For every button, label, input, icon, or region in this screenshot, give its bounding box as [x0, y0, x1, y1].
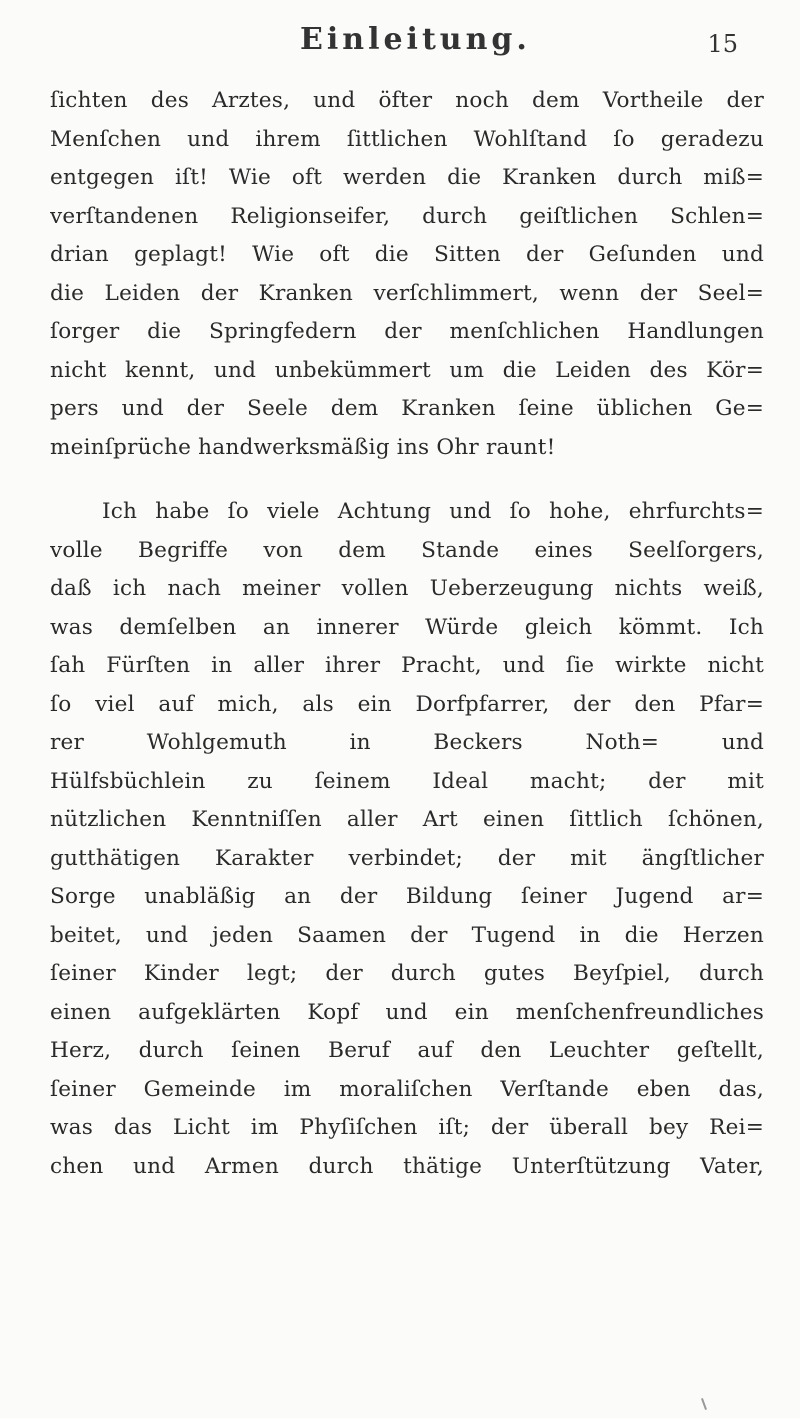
- text-line: volle Begriffe von dem Stande eines Seelſorgers,: [50, 537, 764, 563]
- text-line: ſichten des Arztes, und öfter noch dem Vortheile der: [50, 88, 764, 113]
- text-line: nützlichen Kenntniſſen aller Art einen ſittlich ſchönen,: [50, 807, 764, 832]
- text-line: ſah Fürſten in aller ihrer Pracht, und ſie wirkte nicht: [50, 653, 764, 678]
- text-line: Ich habe ſo viele Achtung und ſo hohe, ehrfurchts=: [102, 499, 764, 524]
- text-line: rer Wohlgemuth in Beckers Noth= und: [50, 730, 764, 755]
- text-line: einen aufgeklärten Kopf und ein menſchenfreundliches: [50, 999, 764, 1025]
- text-line: entgegen iſt! Wie oft werden die Kranken durch miß=: [50, 165, 764, 190]
- text-line: chen und Armen durch thätige Unterſtützung Vater,: [50, 1153, 764, 1179]
- paragraph-1: [50, 82, 764, 467]
- paragraph-2: [50, 493, 764, 1186]
- text-line: was das Licht im Phyſiſchen iſt; der überall bey Rei=: [50, 1115, 764, 1140]
- text-line: Sorge unabläßig an der Bildung ſeiner Jugend ar=: [50, 884, 764, 909]
- text-line: die Leiden der Kranken verſchlimmert, wenn der Seel=: [50, 280, 764, 306]
- text-line: pers und der Seele dem Kranken ſeine üblichen Ge=: [50, 396, 764, 421]
- text-line: ſo viel auf mich, als ein Dorfpfarrer, der den Pfar=: [50, 691, 764, 717]
- text-line: ſeiner Kinder legt; der durch gutes Beyſpiel, durch: [50, 961, 764, 986]
- body-text: [50, 82, 764, 1186]
- text-line: Hülfsbüchlein zu ſeinem Ideal macht; der mit: [50, 768, 764, 794]
- text-line: gutthätigen Karakter verbindet; der mit ängſtlicher: [50, 845, 764, 871]
- text-line: drian geplagt! Wie oft die Sitten der Geſunden und: [50, 242, 764, 267]
- text-line: Menſchen und ihrem ſittlichen Wohlſtand ſo geradezu: [50, 126, 764, 152]
- text-line: ſorger die Springfedern der menſchlichen Handlungen: [50, 319, 764, 344]
- text-line: daß ich nach meiner vollen Ueberzeugung nichts weiß,: [50, 576, 764, 601]
- running-head: [0, 16, 800, 64]
- text-line: was demſelben an innerer Würde gleich kömmt. Ich: [50, 614, 764, 640]
- page-number: 15: [707, 30, 738, 58]
- text-line: beitet, und jeden Saamen der Tugend in die Herzen: [50, 922, 764, 948]
- text-line: nicht kennt, und unbekümmert um die Leiden des Kör=: [50, 357, 764, 383]
- text-line: verſtandenen Religionseifer, durch geiſtlichen Schlen=: [50, 203, 764, 229]
- paragraph-gap: [50, 467, 764, 493]
- chapter-title: Einleitung.: [300, 22, 531, 57]
- scan-mark: [701, 1398, 707, 1410]
- text-line: ſeiner Gemeinde im moraliſchen Verſtande eben das,: [50, 1076, 764, 1102]
- text-line: Herz, durch ſeinen Beruf auf den Leuchter geſtellt,: [50, 1038, 764, 1063]
- text-line: meinſprüche handwerksmäßig ins Ohr raunt!: [50, 434, 556, 460]
